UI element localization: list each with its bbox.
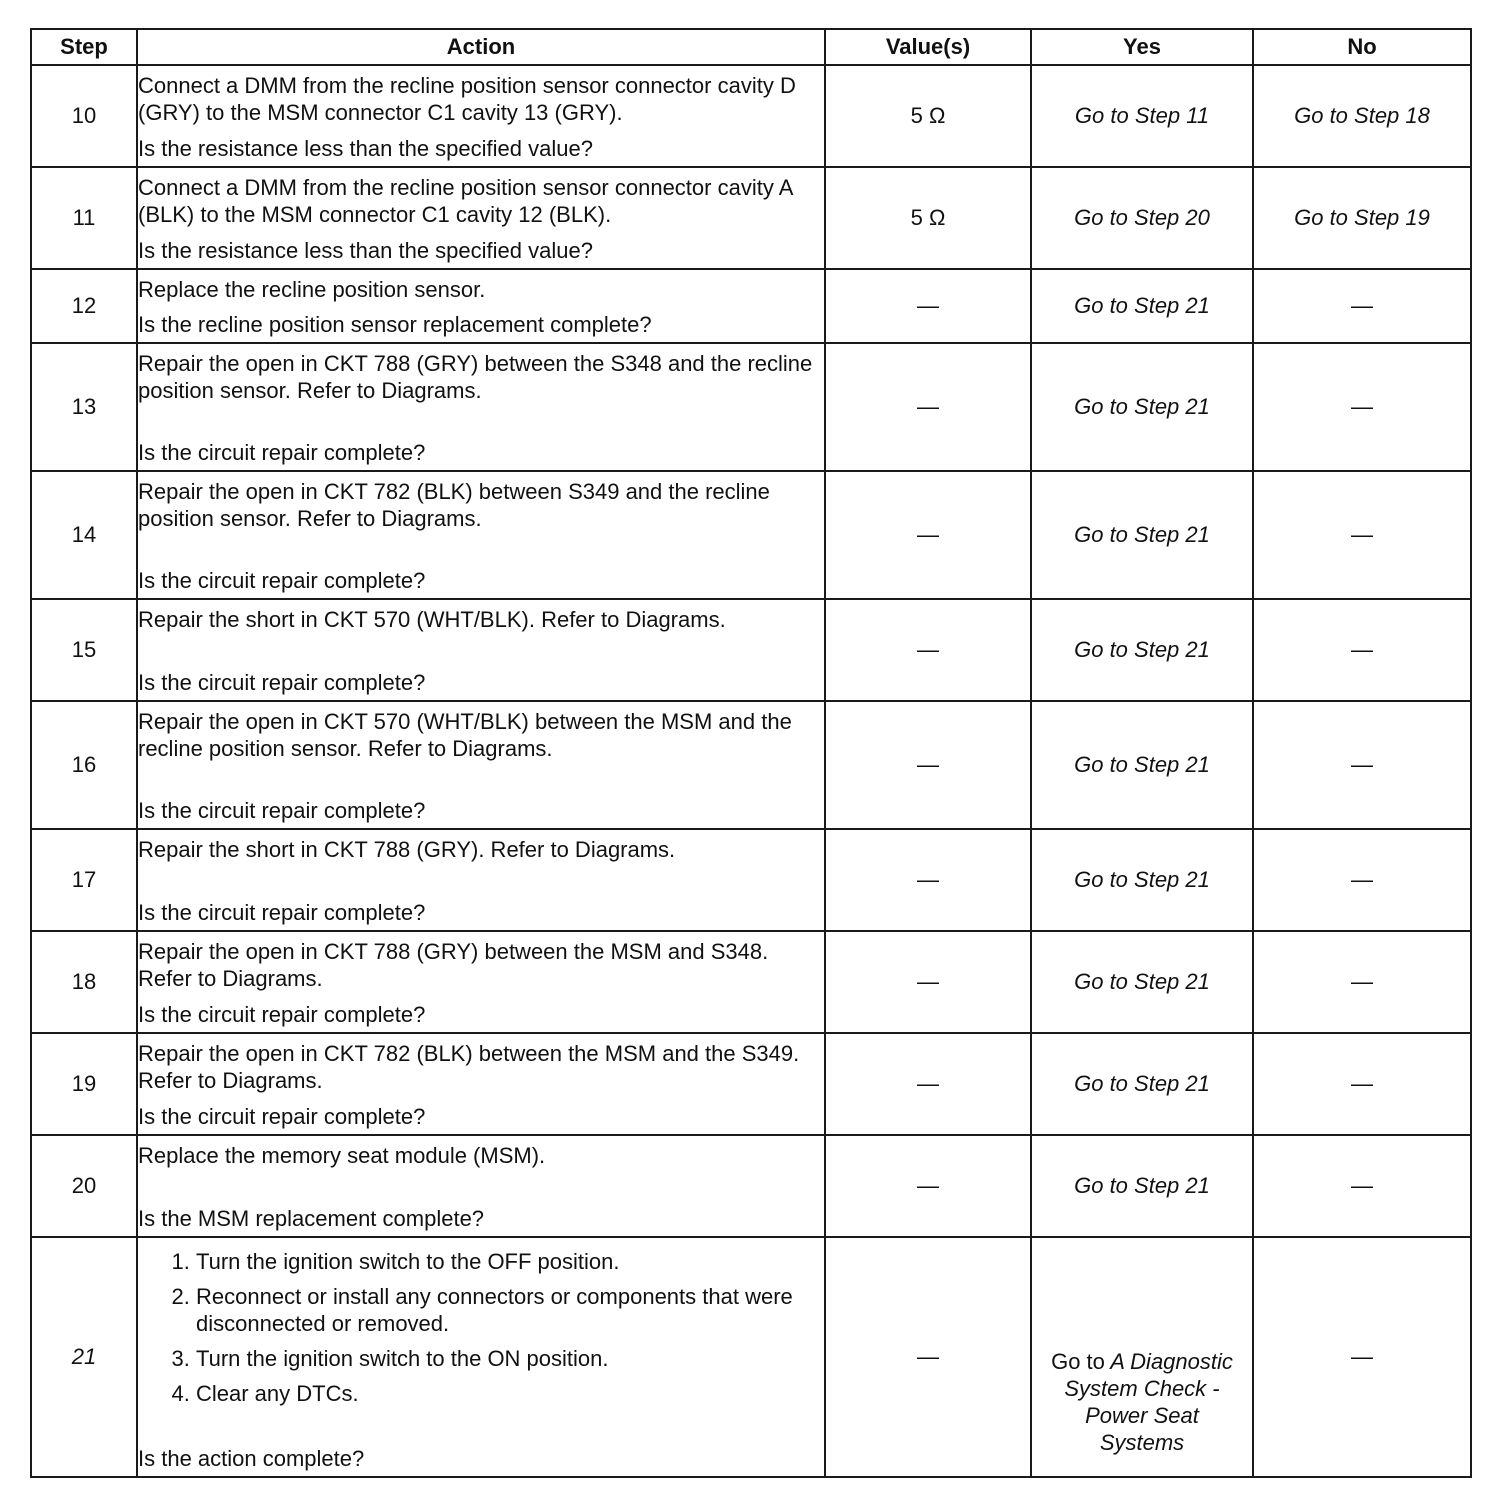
table-row <box>31 829 1471 931</box>
header-action: Action <box>137 29 825 65</box>
action-instruction: Repair the open in CKT 570 (WHT/BLK) between the MSM and the recline position sensor. Refer to Diagrams. <box>138 709 792 761</box>
action-question: Is the circuit repair complete? <box>138 568 426 593</box>
no-cell: — <box>1253 701 1471 829</box>
action-question: Is the action complete? <box>138 1446 365 1471</box>
action-cell <box>137 829 825 931</box>
action-cell <box>137 269 825 343</box>
substep-item: 4. Clear any DTCs. <box>196 1380 824 1407</box>
action-question: Is the circuit repair complete? <box>138 900 426 925</box>
yes-prefix: Go to <box>1051 1349 1105 1374</box>
action-instruction: Connect a DMM from the recline position sensor connector cavity D (GRY) to the MSM connector C1 cavity 13 (GRY). <box>138 73 796 125</box>
table-row <box>31 1135 1471 1237</box>
step-number: 10 <box>31 65 137 167</box>
no-cell: — <box>1253 343 1471 471</box>
table-row <box>31 65 1471 167</box>
value-cell: 5 Ω <box>825 167 1031 269</box>
table-row <box>31 1033 1471 1135</box>
action-question: Is the circuit repair complete? <box>138 670 426 695</box>
substep-item: 3. Turn the ignition switch to the ON position. <box>196 1345 824 1372</box>
header-no: No <box>1253 29 1471 65</box>
step-number: 15 <box>31 599 137 701</box>
action-cell <box>137 65 825 167</box>
action-instruction: Connect a DMM from the recline position sensor connector cavity A (BLK) to the MSM connector C1 cavity 12 (BLK). <box>138 175 793 227</box>
action-instruction: Repair the short in CKT 570 (WHT/BLK). Refer to Diagrams. <box>138 607 726 632</box>
value-cell: 5 Ω <box>825 65 1031 167</box>
action-instruction: Repair the open in CKT 788 (GRY) between the S348 and the recline position sensor. Refer to Diagrams. <box>138 351 813 403</box>
header-step: Step <box>31 29 137 65</box>
table-row <box>31 701 1471 829</box>
substep-list <box>138 1248 824 1415</box>
yes-cell: Go to Step 20 <box>1031 167 1253 269</box>
action-instruction: Replace the memory seat module (MSM). <box>138 1143 546 1168</box>
step-number: 14 <box>31 471 137 599</box>
yes-cell: Go to Step 21 <box>1031 701 1253 829</box>
table-row <box>31 599 1471 701</box>
step-number: 16 <box>31 701 137 829</box>
yes-cell: Go to Step 21 <box>1031 599 1253 701</box>
value-cell: — <box>825 1237 1031 1477</box>
value-cell: — <box>825 829 1031 931</box>
action-question: Is the circuit repair complete? <box>138 440 426 465</box>
header-values: Value(s) <box>825 29 1031 65</box>
value-cell: — <box>825 701 1031 829</box>
action-question: Is the resistance less than the specified value? <box>138 238 593 263</box>
no-cell: — <box>1253 829 1471 931</box>
no-cell: — <box>1253 1033 1471 1135</box>
no-cell: — <box>1253 1237 1471 1477</box>
yes-cell: Go to Step 11 <box>1031 65 1253 167</box>
action-instruction: Repair the short in CKT 788 (GRY). Refer to Diagrams. <box>138 837 676 862</box>
table-row <box>31 471 1471 599</box>
header-yes: Yes <box>1031 29 1253 65</box>
value-cell: — <box>825 269 1031 343</box>
action-question: Is the circuit repair complete? <box>138 1104 426 1129</box>
action-question: Is the circuit repair complete? <box>138 798 426 823</box>
action-cell <box>137 931 825 1033</box>
table-row <box>31 931 1471 1033</box>
table-row <box>31 269 1471 343</box>
no-cell: — <box>1253 269 1471 343</box>
action-instruction: Replace the recline position sensor. <box>138 277 486 302</box>
value-cell: — <box>825 599 1031 701</box>
value-cell: — <box>825 1033 1031 1135</box>
substep-item: 2. Reconnect or install any connectors or components that were disconnected or removed. <box>196 1283 824 1337</box>
yes-cell: Go to Step 21 <box>1031 931 1253 1033</box>
step-number: 11 <box>31 167 137 269</box>
no-cell: — <box>1253 471 1471 599</box>
no-cell: Go to Step 19 <box>1253 167 1471 269</box>
value-cell: — <box>825 931 1031 1033</box>
yes-cell: Go to Step 21 <box>1031 1135 1253 1237</box>
action-cell <box>137 1033 825 1135</box>
step-number: 13 <box>31 343 137 471</box>
action-cell <box>137 343 825 471</box>
no-cell: Go to Step 18 <box>1253 65 1471 167</box>
value-cell: — <box>825 343 1031 471</box>
step-number: 19 <box>31 1033 137 1135</box>
action-instruction: Repair the open in CKT 788 (GRY) between the MSM and S348. Refer to Diagrams. <box>138 939 769 991</box>
yes-link-text: A Diagnostic System Check - Power Seat Systems <box>1064 1349 1233 1455</box>
yes-cell: Go to Step 21 <box>1031 1033 1253 1135</box>
action-question: Is the recline position sensor replacement complete? <box>138 312 652 337</box>
no-cell: — <box>1253 599 1471 701</box>
action-question: Is the MSM replacement complete? <box>138 1206 485 1231</box>
step-number: 18 <box>31 931 137 1033</box>
action-question: Is the resistance less than the specified value? <box>138 136 593 161</box>
step-number: 20 <box>31 1135 137 1237</box>
action-cell <box>137 167 825 269</box>
header-row <box>31 29 1471 65</box>
action-instruction: Repair the open in CKT 782 (BLK) between S349 and the recline position sensor. Refer to Diagrams. <box>138 479 770 531</box>
diagnostic-table <box>30 28 1472 1478</box>
action-cell <box>137 1237 825 1477</box>
yes-cell <box>1031 1237 1253 1477</box>
value-cell: — <box>825 471 1031 599</box>
action-question: Is the circuit repair complete? <box>138 1002 426 1027</box>
action-cell <box>137 701 825 829</box>
value-cell: — <box>825 1135 1031 1237</box>
table-row-final <box>31 1237 1471 1477</box>
substep-item: 1. Turn the ignition switch to the OFF position. <box>196 1248 824 1275</box>
step-number: 12 <box>31 269 137 343</box>
yes-cell: Go to Step 21 <box>1031 471 1253 599</box>
yes-cell: Go to Step 21 <box>1031 343 1253 471</box>
step-number: 21 <box>31 1237 137 1477</box>
action-cell <box>137 471 825 599</box>
table-row <box>31 167 1471 269</box>
step-number: 17 <box>31 829 137 931</box>
action-instruction: Repair the open in CKT 782 (BLK) between the MSM and the S349. Refer to Diagrams. <box>138 1041 800 1093</box>
yes-cell: Go to Step 21 <box>1031 829 1253 931</box>
table-row <box>31 343 1471 471</box>
no-cell: — <box>1253 1135 1471 1237</box>
no-cell: — <box>1253 931 1471 1033</box>
action-cell <box>137 1135 825 1237</box>
action-cell <box>137 599 825 701</box>
yes-cell: Go to Step 21 <box>1031 269 1253 343</box>
